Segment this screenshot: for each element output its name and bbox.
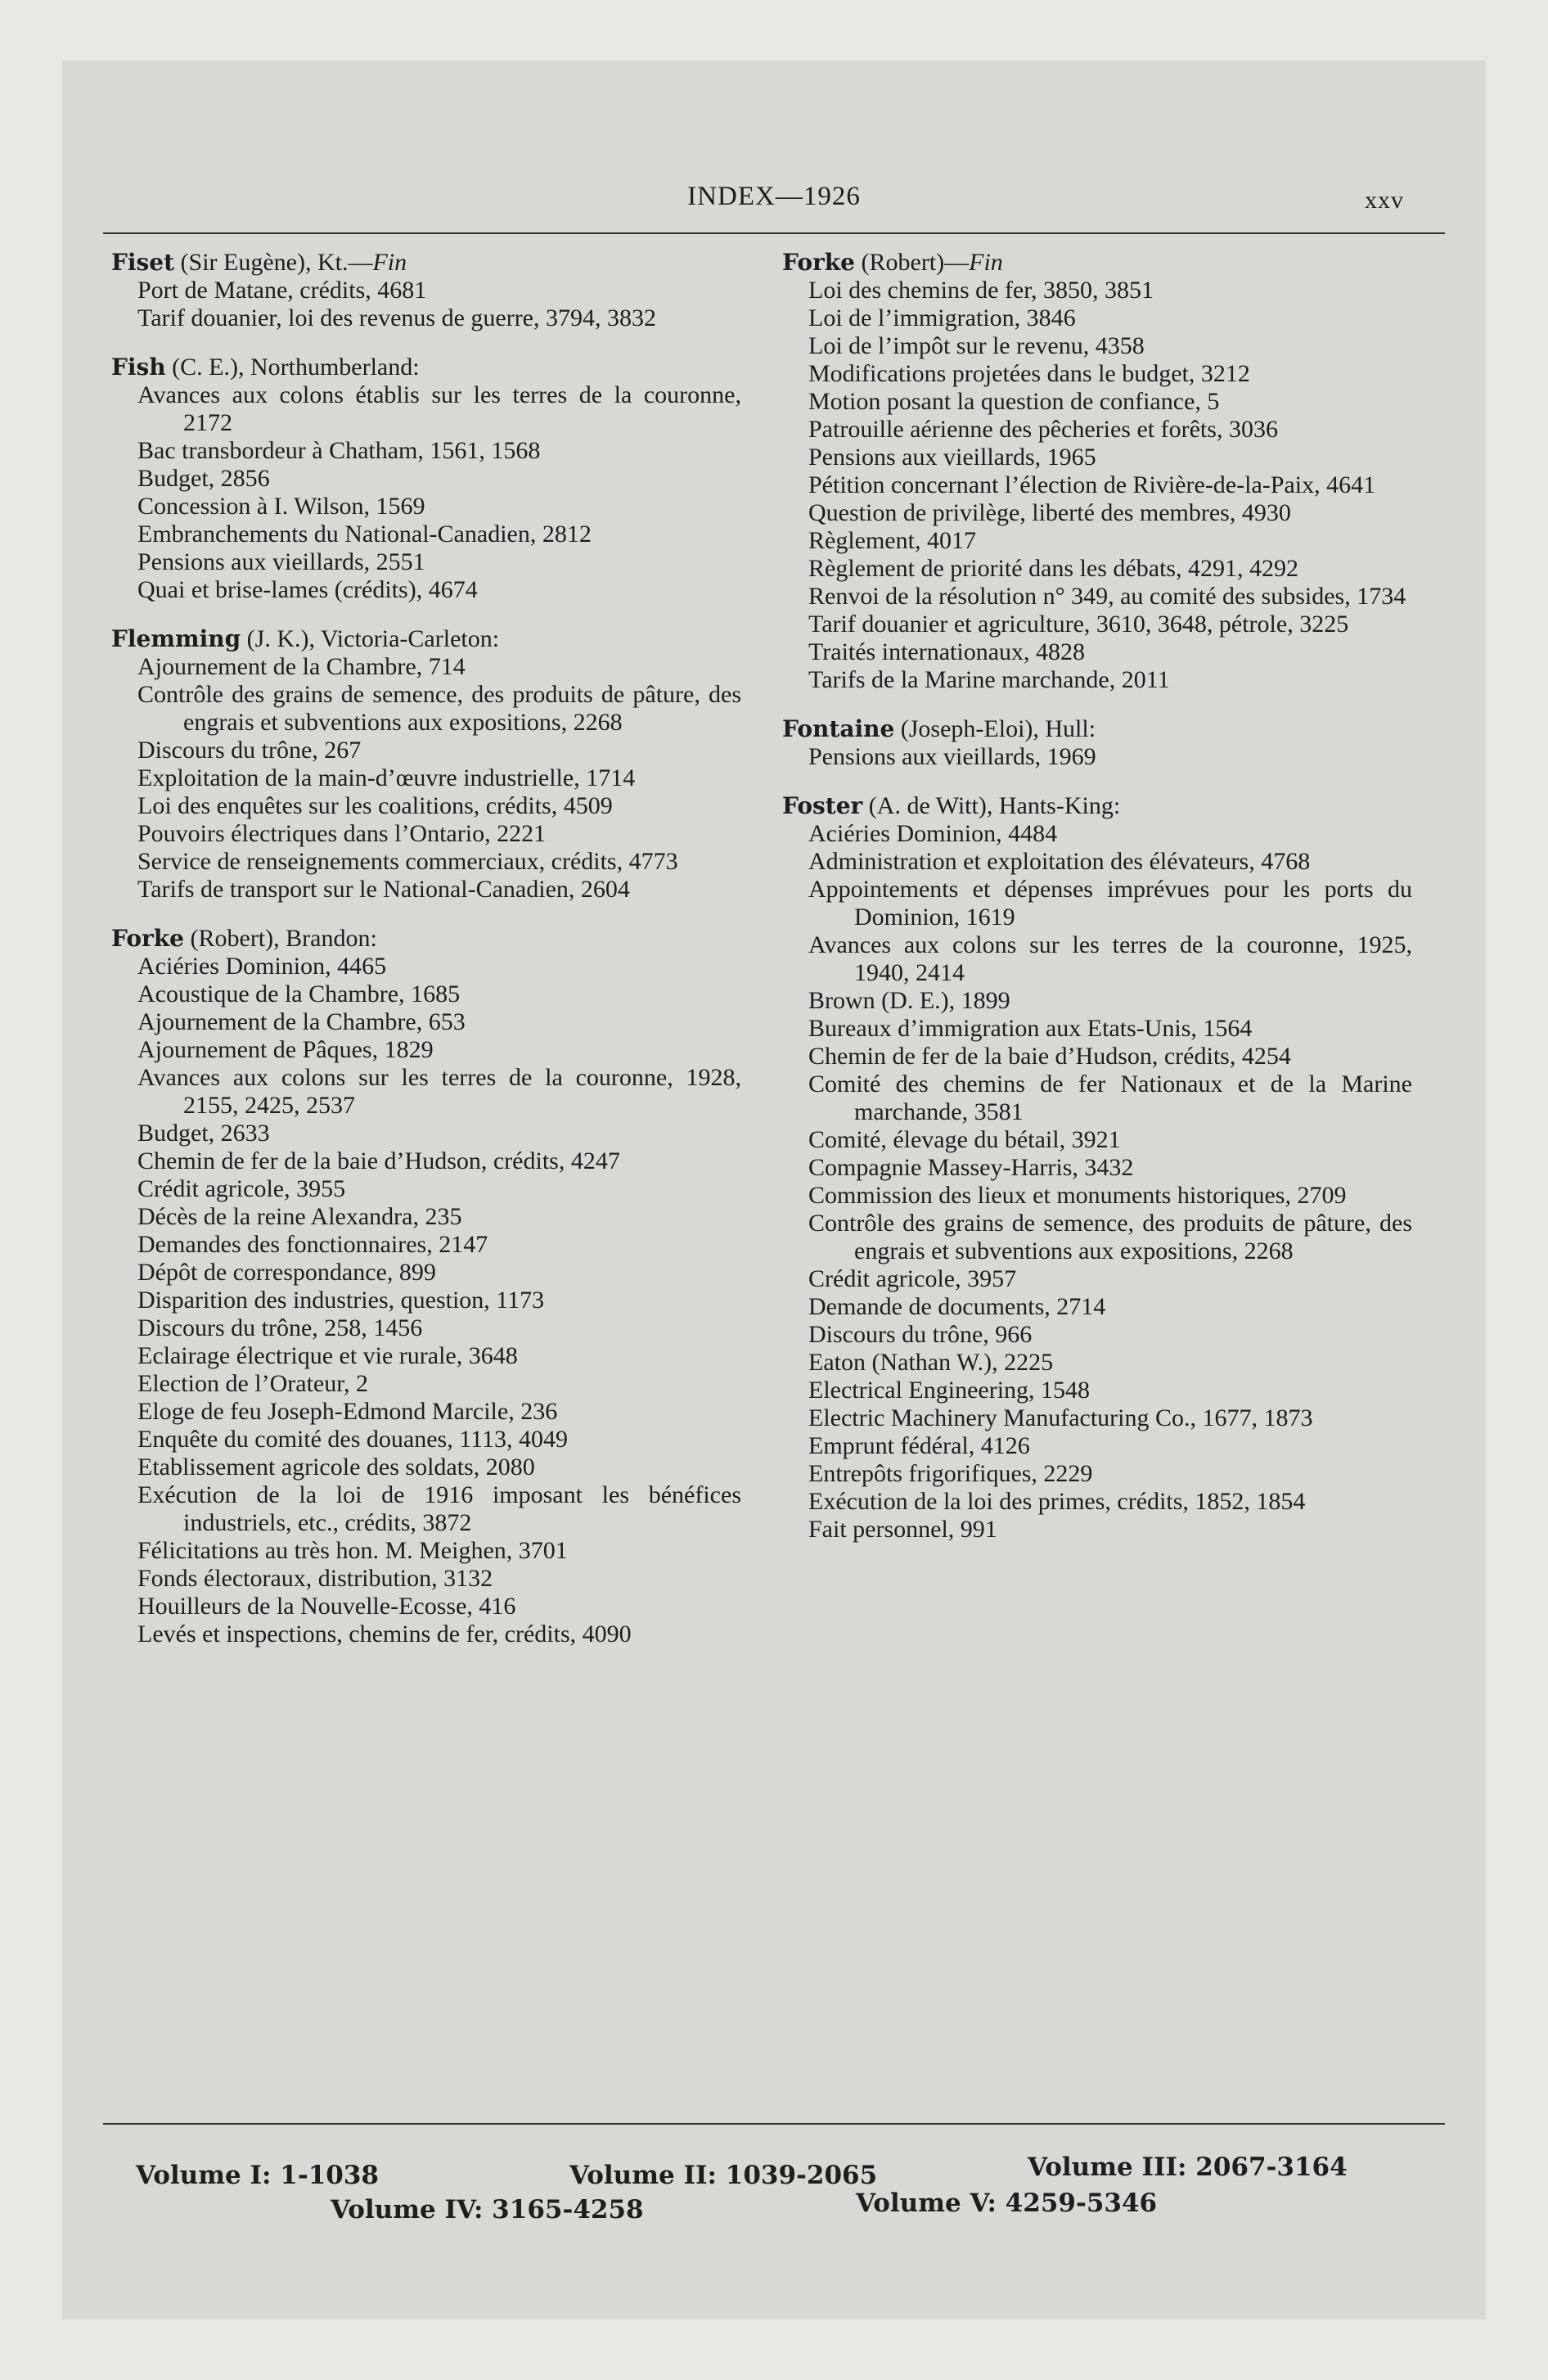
index-entry [111,354,741,604]
entry-fin: Fin [372,249,407,276]
entry-name: Flemming [111,625,241,652]
entry-item: Renvoi de la résolution n° 349, au comité des subsides, 1734 [808,583,1406,610]
entry-details: (Joseph-Eloi), Hull: [894,715,1096,742]
entry-item: Loi des chemins de fer, 3850, 3851 [808,277,1154,304]
entry-name: Forke [111,925,184,952]
entry-name: Fiset [111,249,175,276]
entry-name: Fish [111,354,166,381]
entry-item: Aciéries Dominion, 4465 [137,953,387,980]
entry-item: Fait personnel, 991 [808,1516,997,1543]
entry-item: Félicitations au très hon. M. Meighen, 3701 [137,1537,568,1564]
index-entry [111,249,741,332]
entry-item: Motion posant la question de confiance, 5 [808,388,1220,415]
index-entry [782,715,1412,771]
footer-volume-2: Volume II: 1039-2065 [569,2161,878,2190]
entry-item: Service de renseignements commerciaux, crédits, 4773 [137,848,678,875]
entry-item: Tarifs de transport sur le National-Canadien, 2604 [137,876,630,903]
left-column [111,249,741,1670]
entry-name: Forke [782,249,855,276]
entry-item: Patrouille aérienne des pêcheries et forêts, 3036 [808,416,1278,443]
volume-footer [62,2148,1486,2262]
entry-item: Appointements et dépenses imprévues pour les ports du Dominion, 1619 [808,876,1412,931]
entry-item: Règlement, 4017 [808,527,976,554]
entry-item: Embranchements du National-Canadien, 2812 [137,521,592,548]
entry-item: Exécution de la loi de 1916 imposant les bénéfices industriels, etc., crédits, 3872 [137,1481,741,1536]
entry-item: Loi de l’immigration, 3846 [808,304,1076,331]
entry-item: Budget, 2633 [137,1120,270,1147]
entry-item: Disparition des industries, question, 1173 [137,1287,545,1314]
entry-item: Houilleurs de la Nouvelle-Ecosse, 416 [137,1593,516,1620]
entry-item: Crédit agricole, 3957 [808,1265,1017,1292]
entry-item: Comité des chemins de fer Nationaux et de la Marine marchande, 3581 [808,1071,1412,1125]
entry-item: Entrepôts frigorifiques, 2229 [808,1460,1093,1487]
entry-item: Pétition concernant l’élection de Rivière-de-la-Paix, 4641 [808,471,1376,498]
entry-item: Discours du trône, 966 [808,1321,1033,1348]
footer-volume-3: Volume III: 2067-3164 [1028,2152,1348,2182]
entry-item: Concession à I. Wilson, 1569 [137,493,425,520]
footer-volume-4: Volume IV: 3165-4258 [331,2195,644,2224]
entry-item: Enquête du comité des douanes, 1113, 4049 [137,1426,568,1453]
entry-item: Port de Matane, crédits, 4681 [137,277,427,304]
entry-item: Aciéries Dominion, 4484 [808,820,1058,847]
entry-details: (Robert), Brandon: [184,925,377,952]
footer-volume-5: Volume V: 4259-5346 [856,2188,1158,2218]
entry-item: Décès de la reine Alexandra, 235 [137,1203,462,1230]
entry-heading [111,354,741,381]
entry-item: Discours du trône, 267 [137,737,362,764]
entry-item: Loi des enquêtes sur les coalitions, crédits, 4509 [137,792,613,819]
entry-heading [782,792,1412,820]
entry-item: Tarifs de la Marine marchande, 2011 [808,666,1170,693]
header-rule [103,232,1445,234]
right-column [782,249,1412,1565]
index-page [62,61,1486,2319]
entry-item: Levés et inspections, chemins de fer, crédits, 4090 [137,1620,632,1648]
footer-volume-1: Volume I: 1-1038 [136,2161,379,2190]
entry-fin: Fin [969,249,1003,276]
entry-item: Traités internationaux, 4828 [808,638,1086,665]
entry-item: Brown (D. E.), 1899 [808,987,1010,1014]
entry-item: Dépôt de correspondance, 899 [137,1259,436,1286]
entry-item: Ajournement de la Chambre, 714 [137,653,466,680]
entry-item: Avances aux colons sur les terres de la couronne, 1928, 2155, 2425, 2537 [137,1064,741,1119]
index-entry [111,925,741,1648]
entry-item: Administration et exploitation des élévateurs, 4768 [808,848,1311,875]
page-number: xxv [1365,187,1404,214]
entry-details: (C. E.), Northumberland: [165,354,420,381]
entry-item: Pensions aux vieillards, 1969 [808,743,1096,770]
entry-item: Modifications projetées dans le budget, 3212 [808,360,1250,387]
entry-item: Comité, élevage du bétail, 3921 [808,1126,1121,1153]
entry-item: Chemin de fer de la baie d’Hudson, crédits, 4254 [808,1043,1291,1070]
entry-item: Eclairage électrique et vie rurale, 3648 [137,1342,518,1369]
entry-heading [782,249,1412,277]
index-entry [782,792,1412,1544]
entry-item: Chemin de fer de la baie d’Hudson, crédits, 4247 [137,1147,620,1174]
footer-rule [103,2123,1445,2125]
entry-item: Etablissement agricole des soldats, 2080 [137,1454,535,1481]
entry-item: Compagnie Massey-Harris, 3432 [808,1154,1134,1181]
entry-details: (J. K.), Victoria-Carleton: [241,625,500,652]
entry-item: Bureaux d’immigration aux Etats-Unis, 1564 [808,1015,1253,1042]
entry-item: Fonds électoraux, distribution, 3132 [137,1565,493,1592]
index-entry [782,249,1412,694]
entry-item: Electrical Engineering, 1548 [808,1377,1091,1404]
page-title: INDEX—1926 [687,182,861,211]
entry-item: Exploitation de la main-d’œuvre industrielle, 1714 [137,764,636,791]
entry-item: Pouvoirs électriques dans l’Ontario, 2221 [137,820,547,847]
entry-item: Ajournement de Pâques, 1829 [137,1036,434,1063]
entry-heading [111,925,741,953]
entry-item: Pensions aux vieillards, 1965 [808,444,1096,471]
entry-item: Ajournement de la Chambre, 653 [137,1008,466,1035]
entry-item: Eaton (Nathan W.), 2225 [808,1349,1054,1376]
index-entry [111,625,741,904]
entry-item: Exécution de la loi des primes, crédits, 1852, 1854 [808,1488,1306,1515]
entry-item: Contrôle des grains de semence, des produits de pâture, des engrais et subventions aux expositions, 2268 [808,1210,1412,1264]
entry-item: Acoustique de la Chambre, 1685 [137,980,461,1007]
entry-item: Demande de documents, 2714 [808,1293,1106,1320]
entry-item: Commission des lieux et monuments historiques, 2709 [808,1182,1347,1209]
entry-item: Election de l’Orateur, 2 [137,1370,369,1397]
entry-item: Eloge de feu Joseph-Edmond Marcile, 236 [137,1398,558,1425]
entry-details: (A. de Witt), Hants-King: [862,792,1121,819]
entry-item: Avances aux colons sur les terres de la couronne, 1925, 1940, 2414 [808,931,1412,986]
entry-item: Loi de l’impôt sur le revenu, 4358 [808,332,1145,359]
entry-item: Crédit agricole, 3955 [137,1175,346,1202]
entry-name: Fontaine [782,715,895,742]
entry-item: Budget, 2856 [137,465,270,492]
page-header [62,182,1486,223]
entry-item: Bac transbordeur à Chatham, 1561, 1568 [137,437,541,464]
entry-heading [111,249,741,277]
entry-item: Tarif douanier, loi des revenus de guerre, 3794, 3832 [137,304,656,331]
entry-heading [782,715,1412,743]
entry-details: (Sir Eugène), Kt.— [174,249,373,276]
entry-item: Tarif douanier et agriculture, 3610, 3648, pétrole, 3225 [808,611,1349,638]
entry-item: Contrôle des grains de semence, des produits de pâture, des engrais et subventions aux expositions, 2268 [137,681,741,736]
entry-item: Demandes des fonctionnaires, 2147 [137,1231,488,1258]
entry-details: (Robert)— [855,249,970,276]
entry-item: Avances aux colons établis sur les terres de la couronne, 2172 [137,381,741,436]
entry-heading [111,625,741,653]
entry-item: Electric Machinery Manufacturing Co., 1677, 1873 [808,1404,1313,1431]
entry-item: Règlement de priorité dans les débats, 4291, 4292 [808,555,1299,582]
entry-item: Question de privilège, liberté des membres, 4930 [808,499,1291,526]
entry-item: Pensions aux vieillards, 2551 [137,548,425,575]
entry-name: Foster [782,792,863,819]
entry-item: Quai et brise-lames (crédits), 4674 [137,576,478,603]
entry-item: Emprunt fédéral, 4126 [808,1432,1030,1459]
entry-item: Discours du trône, 258, 1456 [137,1314,423,1341]
